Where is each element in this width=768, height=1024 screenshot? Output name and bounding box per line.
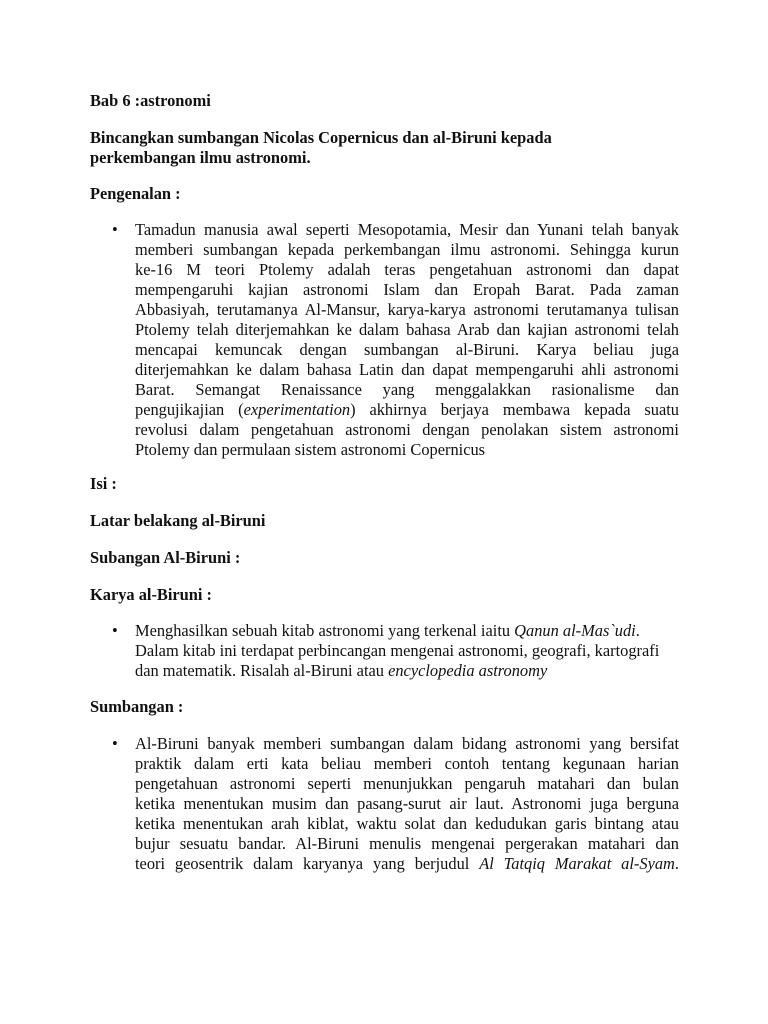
karya-list — [112, 621, 679, 681]
chapter-heading: Bab 6 :astronomi — [90, 91, 211, 110]
pengenalan-list — [112, 220, 679, 460]
section-label-karya: Karya al-Biruni : — [90, 585, 213, 604]
section-label-latar: Latar belakang al-Biruni — [90, 511, 266, 530]
italic-term: encyclopedia astronomy — [388, 661, 548, 680]
italic-term: Qanun al-Mas`udi — [514, 621, 636, 640]
text-run: teori geosentrik dalam karyanya yang berjudul — [135, 854, 480, 873]
paragraph-line: Ptolemy telah diterjemahkan ke dalam bahasa Arab dan kajian astronomi telah — [135, 320, 679, 339]
paragraph-line: mencapai kemuncak dengan sumbangan al-Biruni. Karya beliau juga — [135, 340, 679, 359]
question — [90, 128, 552, 168]
text-run: . — [635, 621, 640, 640]
section-label-subangan: Subangan Al-Biruni : — [90, 548, 241, 567]
paragraph-line: ketika menentukan musim dan pasang-surut air laut. Astronomi juga berguna — [135, 794, 679, 813]
paragraph-line: Al-Biruni banyak memberi sumbangan dalam bidang astronomi yang bersifat — [135, 734, 679, 753]
paragraph-line: diterjemahkan ke dalam bahasa Latin dan dapat mempengaruhi ahli astronomi — [135, 360, 679, 379]
text-run: ) akhirnya berjaya membawa kepada suatu — [350, 400, 679, 419]
section-label-isi: Isi : — [90, 474, 117, 493]
paragraph-line: ketika menentukan arah kiblat, waktu solat dan kedudukan garis bintang atau — [135, 814, 679, 833]
list-item — [112, 621, 679, 681]
paragraph-line — [135, 854, 679, 874]
paragraph-line: mempengaruhi kajian astronomi Islam dan Eropah Barat. Pada zaman — [135, 280, 679, 299]
paragraph-line: memberi sumbangan kepada perkembangan ilmu astronomi. Sehingga kurun — [135, 240, 679, 259]
text-run: pengujikajian ( — [135, 400, 244, 419]
paragraph-line — [135, 661, 679, 681]
paragraph-line: Dalam kitab ini terdapat perbincangan mengenai astronomi, geografi, kartografi — [135, 641, 660, 660]
text-run: dan matematik. Risalah al-Biruni atau — [135, 661, 389, 680]
question-line: perkembangan ilmu astronomi. — [90, 148, 311, 167]
list-item — [112, 220, 679, 460]
paragraph-line: Abbasiyah, terutamanya Al-Mansur, karya-karya astronomi terutamanya tulisan — [135, 300, 679, 319]
question-line: Bincangkan sumbangan Nicolas Copernicus dan al-Biruni kepada — [90, 128, 552, 147]
paragraph-line: Ptolemy dan permulaan sistem astronomi Copernicus — [135, 440, 486, 459]
section-label-sumbangan: Sumbangan : — [90, 697, 184, 716]
italic-term: Al Tatqiq Marakat al-Syam — [479, 854, 675, 873]
paragraph-line: Barat. Semangat Renaissance yang menggalakkan rasionalisme dan — [135, 380, 679, 399]
bullet-icon: • — [112, 220, 118, 239]
paragraph-line: praktik dalam erti kata beliau memberi contoh tentang kegunaan harian — [135, 754, 679, 773]
paragraph-line — [135, 400, 679, 420]
paragraph-line: pengetahuan astronomi seperti menunjukkan pengaruh matahari dan bulan — [135, 774, 679, 793]
paragraph-line: Tamadun manusia awal seperti Mesopotamia, Mesir dan Yunani telah banyak — [135, 220, 679, 239]
paragraph-line — [135, 621, 679, 641]
text-run: Menghasilkan sebuah kitab astronomi yang terkenal iaitu — [135, 621, 515, 640]
paragraph-line: revolusi dalam pengetahuan astronomi dengan penolakan sistem astronomi — [135, 420, 679, 439]
text-run: . — [674, 854, 679, 873]
paragraph-line: bujur sesuatu bandar. Al-Biruni menulis mengenai pergerakan matahari dan — [135, 834, 679, 853]
sumbangan-list — [112, 734, 679, 874]
paragraph-line: ke-16 M teori Ptolemy adalah teras pengetahuan astronomi dan dapat — [135, 260, 679, 279]
italic-term: experimentation — [243, 400, 351, 419]
list-item — [112, 734, 679, 874]
bullet-icon: • — [112, 621, 118, 640]
bullet-icon: • — [112, 734, 118, 753]
section-label-pengenalan: Pengenalan : — [90, 184, 181, 203]
